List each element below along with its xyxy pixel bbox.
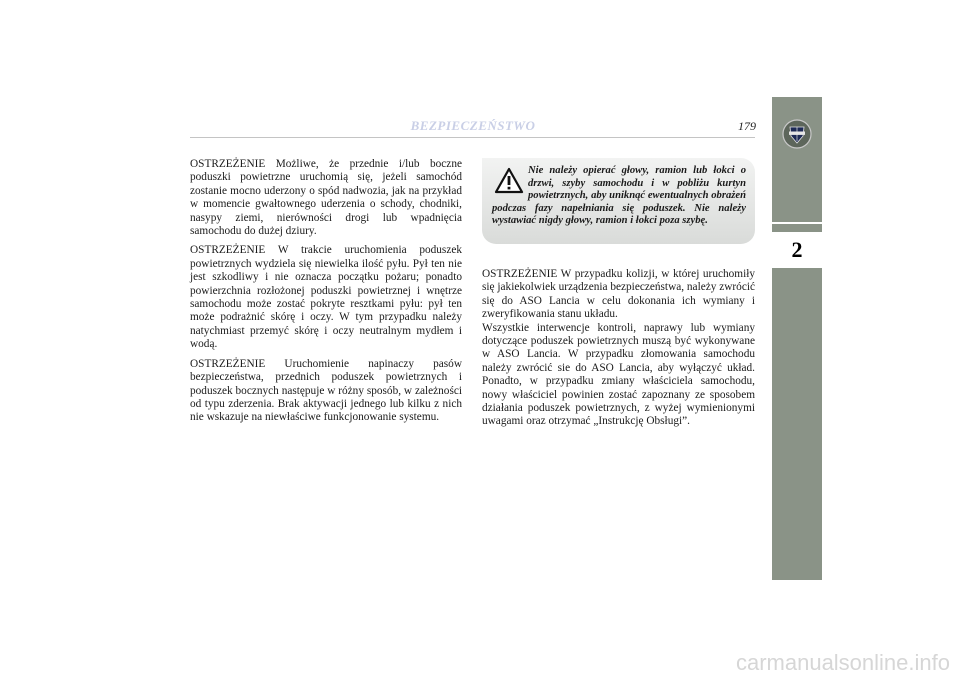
paragraph: OSTRZEŻENIE W trakcie uruchomienia poduszek powietrznych wydziela się niewielka ilość pyłu. Pył ten nie jest szkodliwy i nie oznacza początku pożaru; ponadto powierzchnia rozłożonej poduszki powietrznej i wnętrze samochodu może zostać pokryte resztkami pyłu: pył ten może podrażnić skórę i oczy. W tym przypadku należy natychmiast przemyć skórę i oczy neutralnym mydłem i wodą. (190, 244, 462, 351)
tab-separator (772, 222, 822, 224)
footer-watermark: carmanualsonline.info (735, 650, 950, 675)
right-column (482, 268, 755, 429)
warning-box (482, 158, 755, 244)
chapter-number: 2 (772, 232, 822, 268)
left-column (190, 158, 462, 431)
page-number: 179 (738, 119, 756, 133)
chapter-side-tab (772, 97, 822, 580)
header-divider (190, 137, 755, 138)
paragraph: Wszystkie interwencje kontroli, naprawy lub wymiany dotyczące poduszek powietrznych muszą być wykonywane w ASO Lancia. W przypadku złomowania samochodu należy zwrócić sie do ASO Lancia, aby wyłączyć układ. Ponadto, w przypadku zmiany właściciela samochodu, nowy właściciel powinien zostać zapoznany ze sposobem działania poduszek powietrznych, z wyżej wymienionymi uwagami oraz otrzymać „Instrukcję Obsługi”. (482, 321, 755, 428)
warning-text: Nie należy opierać głowy, ramion lub łokci o drzwi, szyby samochodu i w pobliżu kurtyn powietrznych, aby uniknąć ewentualnych obrażeń podczas fazy napełniania się poduszek. Nie należy wystawiać nigdy głowy, ramion i łokci poza szybę. (492, 165, 746, 226)
paragraph: OSTRZEŻENIE Możliwe, że przednie i/lub boczne poduszki powietrzne uruchomią się, jeżeli samochód zostanie mocno uderzony o spód nadwozia, jak na przykład w momencie gwałtownego uderzenia o schody, chodniki, nasypy ziemi, nierówności drogi lub wpadnięcia samochodu do dużej dziury. (190, 158, 462, 238)
paragraph: OSTRZEŻENIE W przypadku kolizji, w której uruchomiły się jakiekolwiek urządzenia bezpieczeństwa, należy zwrócić się do ASO Lancia w celu dokonania ich wymiany i zweryfikowania stanu układu. (482, 268, 755, 321)
lancia-shield-icon (782, 119, 812, 149)
warning-text-block (492, 165, 746, 228)
section-title: BEZPIECZEŃSTWO (410, 118, 536, 133)
icon-spacer (492, 165, 528, 201)
paragraph: OSTRZEŻENIE Uruchomienie napinaczy pasów bezpieczeństwa, przednich poduszek powietrznych i poduszek bocznych następuje w różny sposób, w zależności od typu zderzenia. Brak aktywacji jednego lub kilku z nich nie wskazuje na niewłaściwe funkcjonowanie systemu. (190, 357, 462, 424)
